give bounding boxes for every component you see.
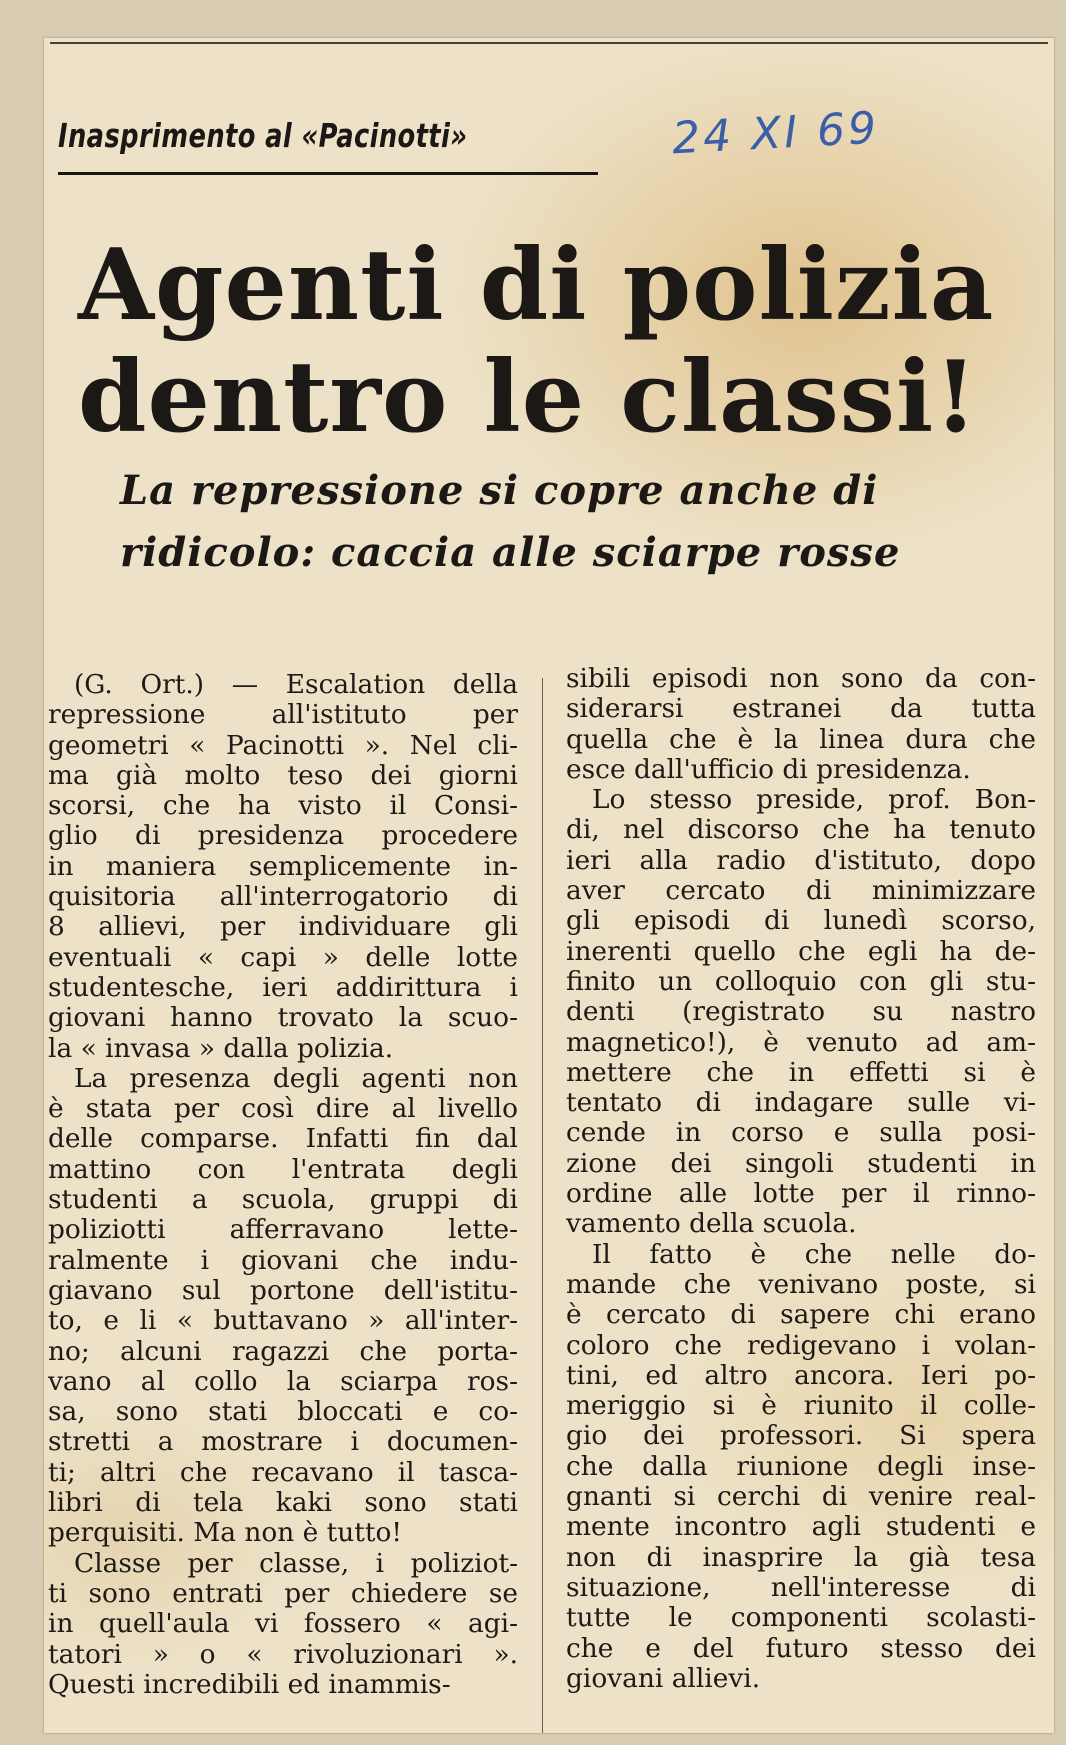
article-line: giovani hanno trovato la scuo- — [48, 1002, 518, 1034]
article-line: zione dei singoli studenti in — [566, 1147, 1036, 1179]
article-line: ti sono entrati per chiedere se — [48, 1577, 518, 1609]
article-line: vamento della scuola. — [566, 1208, 857, 1240]
article-line: glio di presidenza procedere — [48, 820, 518, 852]
article-line: perquisiti. Ma non è tutto! — [48, 1517, 402, 1549]
article-line: non di inasprire la già tesa — [566, 1541, 1036, 1573]
article-line: meriggio si è riunito il colle- — [566, 1390, 1036, 1422]
article-line: mande che venivano poste, si — [566, 1268, 1036, 1300]
article-line: giavano sul portone dell'istitu- — [48, 1274, 518, 1306]
subheadline — [120, 460, 1020, 584]
article-line: Questi incredibili ed inammis- — [48, 1668, 451, 1700]
article-line: quella che è la linea dura che — [566, 723, 1036, 755]
article-line: situazione, nell'interesse di — [566, 1571, 1036, 1603]
article-line: in maniera semplicemente in- — [48, 850, 518, 882]
article-line: ti; altri che recavano il tasca- — [48, 1456, 518, 1488]
article-line: eventuali « capi » delle lotte — [48, 941, 518, 973]
article-line: mattino con l'entrata degli — [48, 1153, 518, 1185]
subhead-line-2: ridicolo: caccia alle sciarpe rosse — [120, 529, 901, 576]
article-line: studentesche, ieri addirittura i — [48, 971, 518, 1003]
article-line: che dalla riunione degli inse- — [566, 1450, 1036, 1482]
newspaper-clipping — [44, 38, 1054, 1733]
article-line: è cercato di sapere chi erano — [566, 1299, 1036, 1331]
article-line: tentato di indagare sulle vi- — [566, 1087, 1036, 1119]
article-line: sa, sono stati bloccati e co- — [48, 1396, 518, 1428]
article-line: siderarsi estranei da tutta — [566, 693, 1036, 725]
article-line: in quell'aula vi fossero « agi- — [48, 1608, 518, 1640]
article-line: ieri alla radio d'istituto, dopo — [566, 844, 1036, 876]
article-line: repressione all'istituto per — [48, 699, 518, 731]
article-line: to, e li « buttavano » all'inter- — [48, 1305, 518, 1337]
article-line: cende in corso e sulla posi- — [566, 1117, 1036, 1149]
headline-line-1: Agenti di polizia — [78, 228, 995, 343]
kicker-underline — [58, 172, 598, 175]
article-line: tutte le componenti scolasti- — [566, 1602, 1036, 1634]
article-line: Classe per classe, i poliziot- — [74, 1547, 518, 1579]
article-line: giovani allievi. — [566, 1662, 761, 1694]
article-line: ordine alle lotte per il rinno- — [566, 1178, 1036, 1210]
article-line: vano al collo la sciarpa ros- — [48, 1365, 518, 1397]
article-line: gnanti si cerchi di venire real- — [566, 1481, 1036, 1513]
article-line: la « invasa » dalla polizia. — [48, 1032, 394, 1064]
subhead-line-1: La repressione si copre anche di — [120, 467, 879, 514]
column-divider — [542, 678, 543, 1733]
article-line: denti (registrato su nastro — [566, 996, 1036, 1028]
article-line: mettere che in effetti si è — [566, 1056, 1036, 1088]
article-line: coloro che redigevano i volan- — [566, 1329, 1036, 1361]
article-line: gio dei professori. Si spera — [566, 1420, 1036, 1452]
article-line: di, nel discorso che ha tenuto — [566, 814, 1036, 846]
article-line: tatori » o « rivoluzionari ». — [48, 1638, 518, 1670]
article-line: (G. Ort.) — Escalation della — [74, 669, 518, 700]
article-line: delle comparse. Infatti fin dal — [48, 1123, 518, 1155]
article-line: stretti a mostrare i documen- — [48, 1426, 518, 1458]
article-line: che e del futuro stesso dei — [566, 1632, 1036, 1664]
article-line: è stata per così dire al livello — [48, 1093, 518, 1125]
handwritten-date: 24 XI 69 — [670, 102, 881, 165]
article-column-left — [44, 670, 518, 1700]
article-line: gli episodi di lunedì scorso, — [566, 905, 1036, 937]
article-line: geometri « Pacinotti ». Nel cli- — [48, 729, 518, 761]
article-line: 8 allievi, per individuare gli — [48, 911, 518, 943]
article-line: tini, ed altro ancora. Ieri po- — [566, 1359, 1036, 1391]
article-line: ma già molto teso dei giorni — [48, 759, 518, 791]
article-line: aver cercato di minimizzare — [566, 875, 1036, 907]
article-line: libri di tela kaki sono stati — [48, 1487, 518, 1519]
article-line: inerenti quello che egli ha de- — [566, 935, 1036, 967]
article-line: sibili episodi non sono da con- — [566, 663, 1036, 694]
article-line: scorsi, che ha visto il Consi- — [48, 790, 518, 822]
article-line: no; alcuni ragazzi che porta- — [48, 1335, 518, 1367]
headline — [68, 230, 1058, 454]
article-line: poliziotti afferravano lette- — [48, 1214, 518, 1246]
article-line: quisitoria all'interrogatorio di — [48, 881, 518, 913]
article-line: esce dall'ufficio di presidenza. — [566, 753, 971, 785]
kicker-heading: Inasprimento al «Pacinotti» — [58, 116, 468, 155]
article-line: mente incontro agli studenti e — [566, 1511, 1036, 1543]
headline-line-2: dentro le classi! — [78, 340, 979, 455]
article-line: La presenza degli agenti non — [74, 1062, 518, 1094]
article-line: Lo stesso preside, prof. Bon- — [592, 784, 1036, 816]
article-column-right — [566, 664, 1036, 1694]
article-line: ralmente i giovani che indu- — [48, 1244, 518, 1276]
article-line: magnetico!), è venuto ad am- — [566, 1026, 1036, 1058]
article-line: Il fatto è che nelle do- — [592, 1238, 1036, 1270]
article-line: studenti a scuola, gruppi di — [48, 1184, 518, 1216]
article-line: finito un colloquio con gli stu- — [566, 965, 1036, 997]
